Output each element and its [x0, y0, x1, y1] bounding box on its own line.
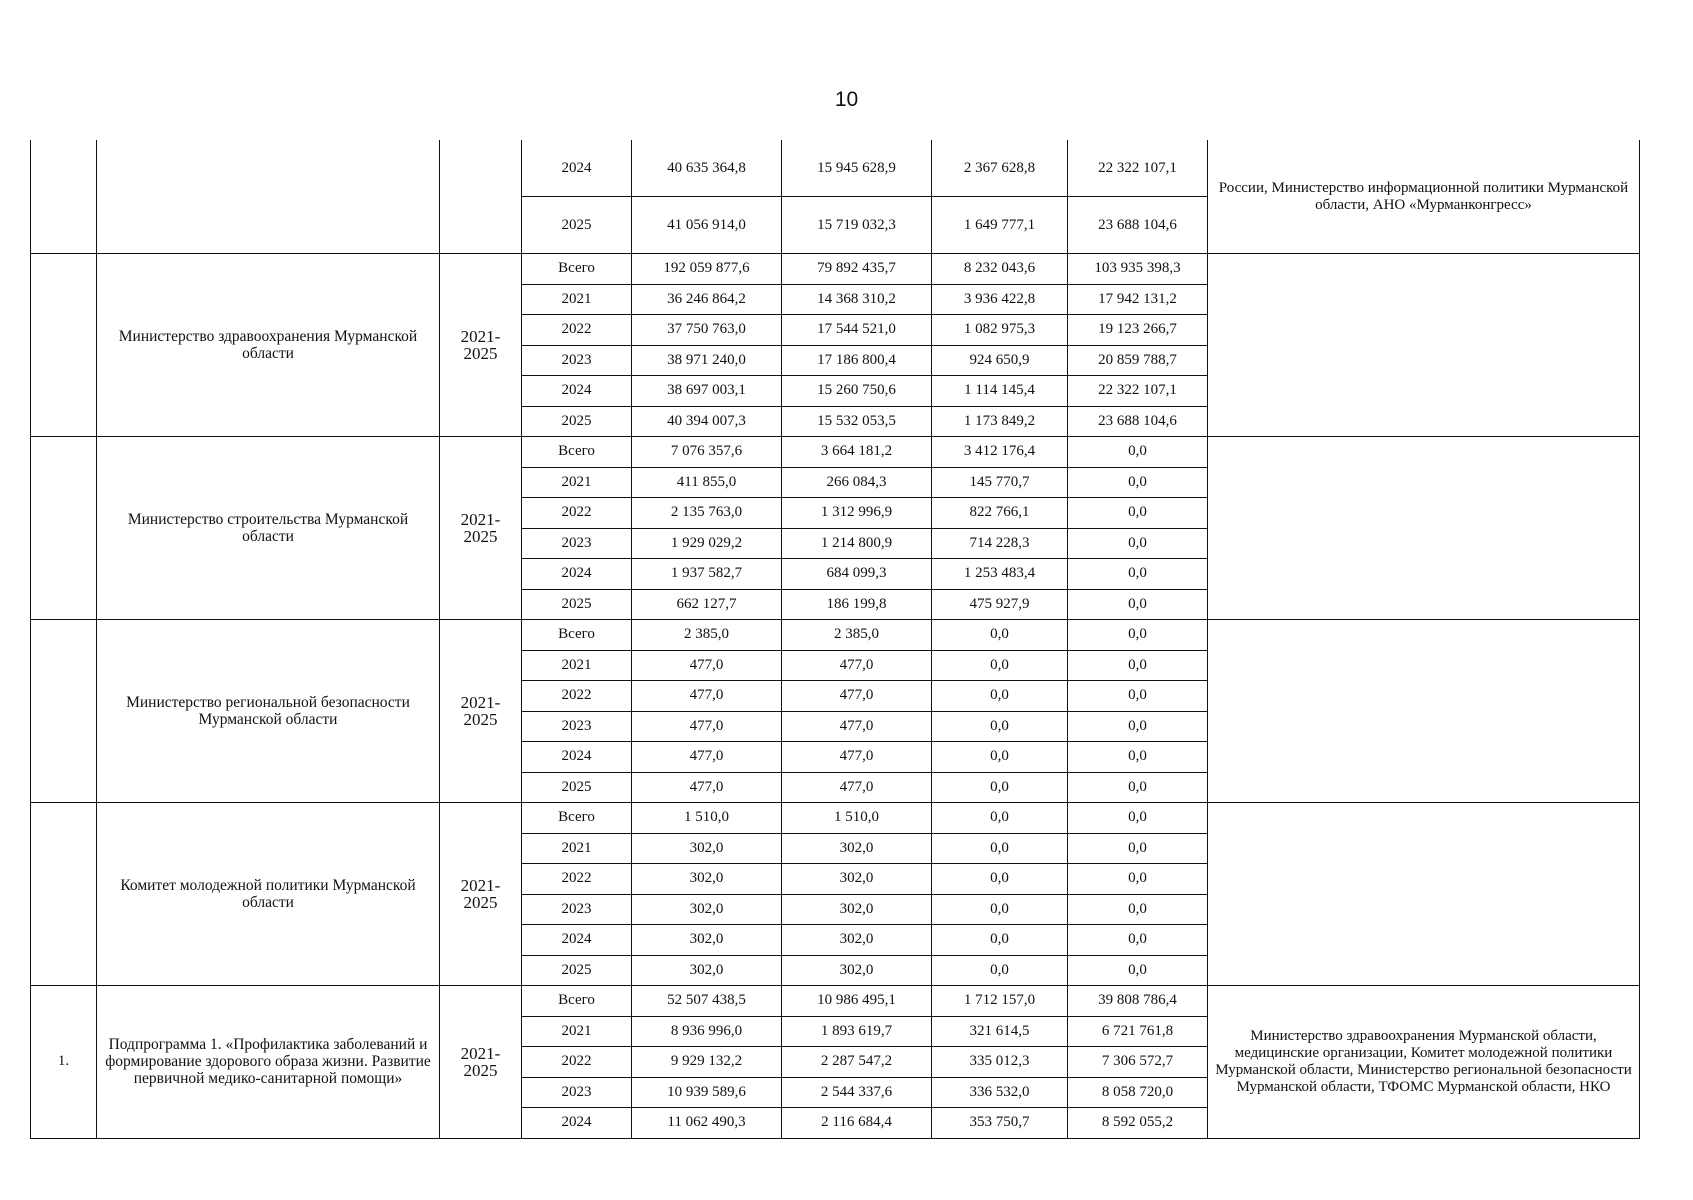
regional-budget-cell: 0,0 [932, 742, 1068, 773]
other-sources-cell: 0,0 [1068, 711, 1208, 742]
regional-budget-cell: 0,0 [932, 803, 1068, 834]
other-sources-cell: 0,0 [1068, 925, 1208, 956]
federal-budget-cell: 2 287 547,2 [782, 1047, 932, 1078]
table-row [31, 803, 1640, 834]
program-name: Министерство региональной безопасности Мурманской области [97, 620, 440, 803]
regional-budget-cell: 0,0 [932, 711, 1068, 742]
federal-budget-cell: 10 986 495,1 [782, 986, 932, 1017]
year-cell: 2023 [522, 345, 632, 376]
funding-table [30, 140, 1640, 1139]
year-cell: 2024 [522, 925, 632, 956]
year-cell: 2021 [522, 833, 632, 864]
row-number [31, 254, 97, 437]
other-sources-cell: 7 306 572,7 [1068, 1047, 1208, 1078]
regional-budget-cell: 0,0 [932, 772, 1068, 803]
total-cell: 2 135 763,0 [632, 498, 782, 529]
federal-budget-cell: 477,0 [782, 711, 932, 742]
other-sources-cell: 0,0 [1068, 681, 1208, 712]
federal-budget-cell: 266 084,3 [782, 467, 932, 498]
total-cell: 52 507 438,5 [632, 986, 782, 1017]
regional-budget-cell: 336 532,0 [932, 1077, 1068, 1108]
table-row [31, 620, 1640, 651]
regional-budget-cell: 822 766,1 [932, 498, 1068, 529]
total-cell: 10 939 589,6 [632, 1077, 782, 1108]
total-cell: 7 076 357,6 [632, 437, 782, 468]
federal-budget-cell: 3 664 181,2 [782, 437, 932, 468]
total-cell: 477,0 [632, 681, 782, 712]
total-cell: 38 971 240,0 [632, 345, 782, 376]
regional-budget-cell: 1 173 849,2 [932, 406, 1068, 437]
other-sources-cell: 8 592 055,2 [1068, 1108, 1208, 1139]
regional-budget-cell: 0,0 [932, 833, 1068, 864]
year-cell: Всего [522, 437, 632, 468]
other-sources-cell: 0,0 [1068, 437, 1208, 468]
total-cell: 11 062 490,3 [632, 1108, 782, 1139]
year-cell: 2022 [522, 681, 632, 712]
total-cell: 302,0 [632, 864, 782, 895]
year-cell: 2024 [522, 376, 632, 407]
total-cell: 411 855,0 [632, 467, 782, 498]
regional-budget-cell: 0,0 [932, 864, 1068, 895]
row-number [31, 620, 97, 803]
federal-budget-cell: 2 116 684,4 [782, 1108, 932, 1139]
year-cell: 2025 [522, 955, 632, 986]
federal-budget-cell: 17 186 800,4 [782, 345, 932, 376]
year-cell: 2023 [522, 894, 632, 925]
other-sources-cell: 23 688 104,6 [1068, 406, 1208, 437]
other-sources-cell: 0,0 [1068, 650, 1208, 681]
executor: Министерство здравоохранения Мурманской области, медицинские организации, Комитет молодежной политики Мурманской области, Министерство региональной безопасности Мурманской области, ТФОМС Мурманской области, НКО [1208, 986, 1640, 1139]
other-sources-cell: 6 721 761,8 [1068, 1016, 1208, 1047]
regional-budget-cell: 1 114 145,4 [932, 376, 1068, 407]
total-cell: 1 510,0 [632, 803, 782, 834]
row-number [31, 437, 97, 620]
program-name: Министерство здравоохранения Мурманской области [97, 254, 440, 437]
year-cell: 2021 [522, 467, 632, 498]
executor [1208, 620, 1640, 803]
other-sources-cell: 0,0 [1068, 772, 1208, 803]
period: 2021-2025 [440, 803, 522, 986]
regional-budget-cell: 1 712 157,0 [932, 986, 1068, 1017]
year-cell: 2021 [522, 284, 632, 315]
other-sources-cell: 39 808 786,4 [1068, 986, 1208, 1017]
other-sources-cell: 0,0 [1068, 559, 1208, 590]
other-sources-cell: 0,0 [1068, 620, 1208, 651]
total-cell: 302,0 [632, 894, 782, 925]
federal-budget-cell: 302,0 [782, 955, 932, 986]
total-cell: 9 929 132,2 [632, 1047, 782, 1078]
other-sources-cell: 0,0 [1068, 589, 1208, 620]
federal-budget-cell: 684 099,3 [782, 559, 932, 590]
year-cell: 2025 [522, 772, 632, 803]
regional-budget-cell: 321 614,5 [932, 1016, 1068, 1047]
program-name: Комитет молодежной политики Мурманской области [97, 803, 440, 986]
year-cell: 2025 [522, 589, 632, 620]
table-row [31, 140, 1640, 197]
federal-budget-cell: 302,0 [782, 864, 932, 895]
year-cell: 2021 [522, 1016, 632, 1047]
regional-budget-cell: 2 367 628,8 [932, 140, 1068, 197]
other-sources-cell: 8 058 720,0 [1068, 1077, 1208, 1108]
regional-budget-cell: 0,0 [932, 894, 1068, 925]
executor [1208, 254, 1640, 437]
total-cell: 1 929 029,2 [632, 528, 782, 559]
total-cell: 38 697 003,1 [632, 376, 782, 407]
row-number [31, 140, 97, 254]
regional-budget-cell: 145 770,7 [932, 467, 1068, 498]
year-cell: Всего [522, 803, 632, 834]
federal-budget-cell: 15 719 032,3 [782, 197, 932, 254]
regional-budget-cell: 353 750,7 [932, 1108, 1068, 1139]
row-number: 1. [31, 986, 97, 1139]
total-cell: 41 056 914,0 [632, 197, 782, 254]
total-cell: 37 750 763,0 [632, 315, 782, 346]
federal-budget-cell: 2 385,0 [782, 620, 932, 651]
year-cell: 2024 [522, 742, 632, 773]
period: 2021-2025 [440, 986, 522, 1139]
federal-budget-cell: 79 892 435,7 [782, 254, 932, 285]
regional-budget-cell: 8 232 043,6 [932, 254, 1068, 285]
regional-budget-cell: 1 649 777,1 [932, 197, 1068, 254]
federal-budget-cell: 477,0 [782, 772, 932, 803]
total-cell: 302,0 [632, 925, 782, 956]
other-sources-cell: 0,0 [1068, 864, 1208, 895]
period: 2021-2025 [440, 254, 522, 437]
year-cell: Всего [522, 986, 632, 1017]
table-row [31, 254, 1640, 285]
federal-budget-cell: 302,0 [782, 925, 932, 956]
total-cell: 40 635 364,8 [632, 140, 782, 197]
total-cell: 662 127,7 [632, 589, 782, 620]
federal-budget-cell: 302,0 [782, 833, 932, 864]
federal-budget-cell: 1 214 800,9 [782, 528, 932, 559]
total-cell: 192 059 877,6 [632, 254, 782, 285]
total-cell: 302,0 [632, 833, 782, 864]
other-sources-cell: 0,0 [1068, 498, 1208, 529]
regional-budget-cell: 0,0 [932, 681, 1068, 712]
federal-budget-cell: 477,0 [782, 742, 932, 773]
year-cell: 2025 [522, 406, 632, 437]
federal-budget-cell: 302,0 [782, 894, 932, 925]
other-sources-cell: 19 123 266,7 [1068, 315, 1208, 346]
federal-budget-cell: 477,0 [782, 681, 932, 712]
total-cell: 477,0 [632, 711, 782, 742]
executor [1208, 437, 1640, 620]
other-sources-cell: 20 859 788,7 [1068, 345, 1208, 376]
year-cell: 2023 [522, 1077, 632, 1108]
total-cell: 36 246 864,2 [632, 284, 782, 315]
other-sources-cell: 0,0 [1068, 742, 1208, 773]
program-name: Министерство строительства Мурманской области [97, 437, 440, 620]
other-sources-cell: 0,0 [1068, 894, 1208, 925]
year-cell: 2024 [522, 1108, 632, 1139]
total-cell: 1 937 582,7 [632, 559, 782, 590]
federal-budget-cell: 1 893 619,7 [782, 1016, 932, 1047]
regional-budget-cell: 1 253 483,4 [932, 559, 1068, 590]
year-cell: 2022 [522, 1047, 632, 1078]
executor [1208, 803, 1640, 986]
year-cell: 2025 [522, 197, 632, 254]
year-cell: 2021 [522, 650, 632, 681]
other-sources-cell: 103 935 398,3 [1068, 254, 1208, 285]
page-number: 10 [834, 88, 859, 111]
federal-budget-cell: 1 312 996,9 [782, 498, 932, 529]
year-cell: Всего [522, 254, 632, 285]
table-row [31, 437, 1640, 468]
other-sources-cell: 0,0 [1068, 833, 1208, 864]
federal-budget-cell: 477,0 [782, 650, 932, 681]
federal-budget-cell: 15 945 628,9 [782, 140, 932, 197]
other-sources-cell: 17 942 131,2 [1068, 284, 1208, 315]
year-cell: 2022 [522, 498, 632, 529]
regional-budget-cell: 0,0 [932, 925, 1068, 956]
year-cell: 2024 [522, 559, 632, 590]
table-row [31, 986, 1640, 1017]
regional-budget-cell: 475 927,9 [932, 589, 1068, 620]
federal-budget-cell: 1 510,0 [782, 803, 932, 834]
total-cell: 477,0 [632, 650, 782, 681]
federal-budget-cell: 15 260 750,6 [782, 376, 932, 407]
regional-budget-cell: 924 650,9 [932, 345, 1068, 376]
federal-budget-cell: 15 532 053,5 [782, 406, 932, 437]
year-cell: Всего [522, 620, 632, 651]
year-cell: 2024 [522, 140, 632, 197]
other-sources-cell: 0,0 [1068, 955, 1208, 986]
year-cell: 2022 [522, 864, 632, 895]
other-sources-cell: 0,0 [1068, 528, 1208, 559]
year-cell: 2023 [522, 711, 632, 742]
federal-budget-cell: 14 368 310,2 [782, 284, 932, 315]
other-sources-cell: 0,0 [1068, 467, 1208, 498]
total-cell: 2 385,0 [632, 620, 782, 651]
executor: России, Министерство информационной политики Мурманской области, АНО «Мурманконгресс» [1208, 140, 1640, 254]
regional-budget-cell: 714 228,3 [932, 528, 1068, 559]
federal-budget-cell: 17 544 521,0 [782, 315, 932, 346]
federal-budget-cell: 2 544 337,6 [782, 1077, 932, 1108]
program-name [97, 140, 440, 254]
period [440, 140, 522, 254]
regional-budget-cell: 3 936 422,8 [932, 284, 1068, 315]
other-sources-cell: 22 322 107,1 [1068, 140, 1208, 197]
regional-budget-cell: 0,0 [932, 650, 1068, 681]
regional-budget-cell: 335 012,3 [932, 1047, 1068, 1078]
year-cell: 2023 [522, 528, 632, 559]
period: 2021-2025 [440, 437, 522, 620]
regional-budget-cell: 1 082 975,3 [932, 315, 1068, 346]
total-cell: 302,0 [632, 955, 782, 986]
year-cell: 2022 [522, 315, 632, 346]
regional-budget-cell: 0,0 [932, 620, 1068, 651]
other-sources-cell: 23 688 104,6 [1068, 197, 1208, 254]
total-cell: 477,0 [632, 742, 782, 773]
federal-budget-cell: 186 199,8 [782, 589, 932, 620]
regional-budget-cell: 3 412 176,4 [932, 437, 1068, 468]
total-cell: 8 936 996,0 [632, 1016, 782, 1047]
other-sources-cell: 22 322 107,1 [1068, 376, 1208, 407]
other-sources-cell: 0,0 [1068, 803, 1208, 834]
regional-budget-cell: 0,0 [932, 955, 1068, 986]
program-name: Подпрограмма 1. «Профилактика заболеваний и формирование здорового образа жизни. Развитие первичной медико-санитарной помощи» [97, 986, 440, 1139]
total-cell: 40 394 007,3 [632, 406, 782, 437]
total-cell: 477,0 [632, 772, 782, 803]
row-number [31, 803, 97, 986]
period: 2021-2025 [440, 620, 522, 803]
